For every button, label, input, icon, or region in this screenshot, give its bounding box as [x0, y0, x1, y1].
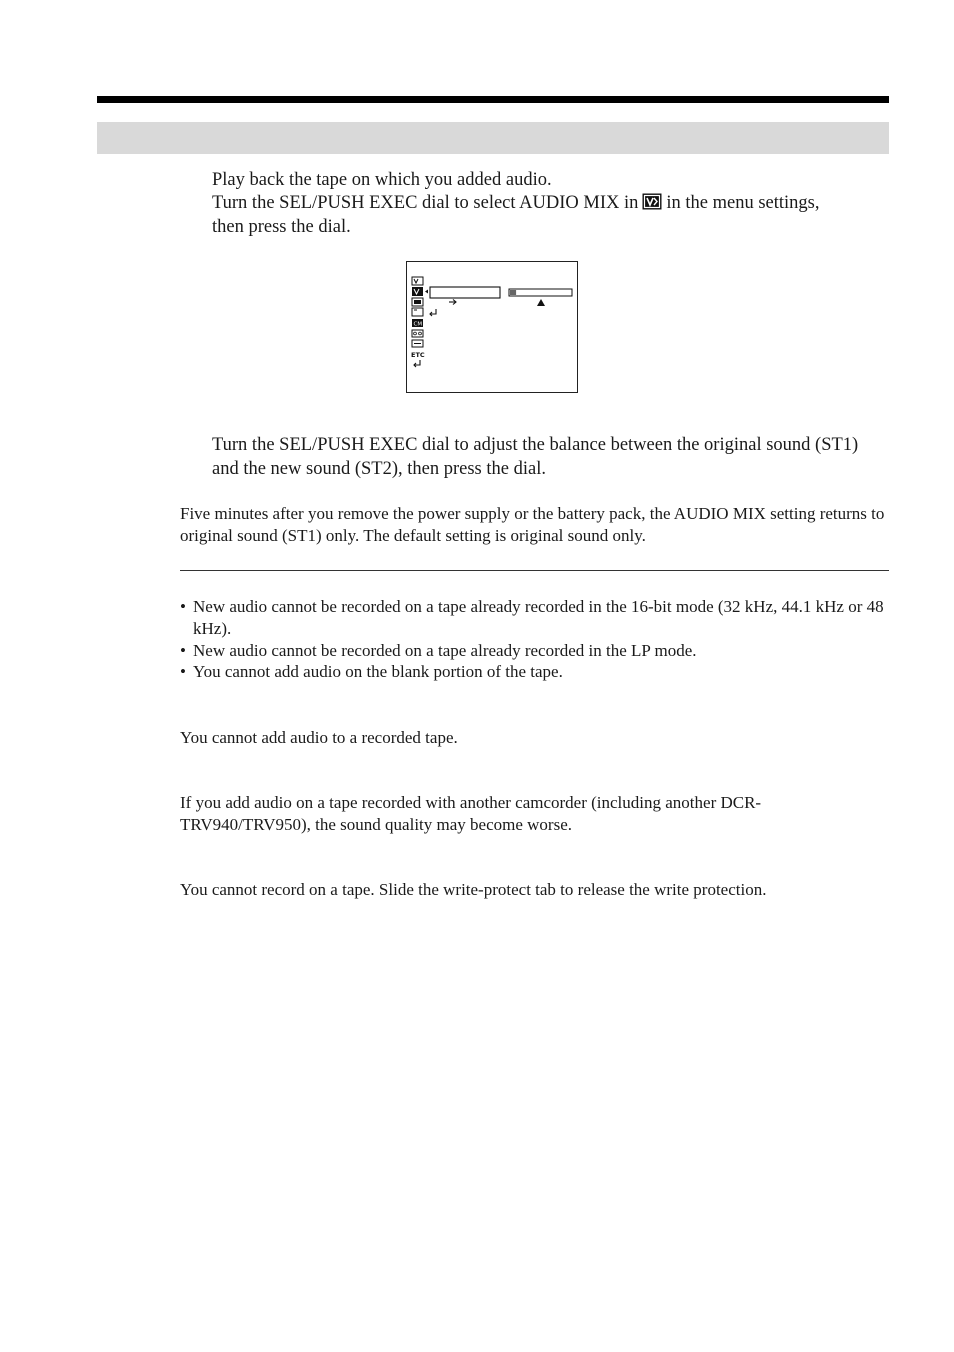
vcr-set-icon — [412, 287, 428, 296]
note-paragraph — [180, 503, 889, 546]
top-rule — [97, 96, 889, 103]
step-2-text-before: Turn the SEL/PUSH EXEC dial to select AUDIO MIX in — [212, 193, 639, 213]
note-text: Five minutes after you remove the power supply or the battery pack, the AUDIO MIX setting returns to original sound (ST1) only. The default setting is original sound only. — [180, 504, 885, 545]
paragraph-write-protect — [180, 879, 889, 901]
setup-menu-icon — [412, 340, 423, 347]
svg-text:CM: CM — [413, 321, 423, 328]
list-item-text: New audio cannot be recorded on a tape already recorded in the LP mode. — [193, 640, 697, 660]
tape-set-icon — [412, 330, 423, 337]
balance-bar-fill — [510, 290, 516, 295]
list-item: • New audio cannot be recorded on a tape already recorded in the LP mode. — [180, 640, 697, 660]
step-2-text — [212, 192, 852, 239]
submenu-return-icon — [430, 309, 436, 316]
paragraph-recorded-tape — [180, 727, 889, 749]
cm-set-icon — [412, 319, 423, 328]
step-3-text: Turn the SEL/PUSH EXEC dial to adjust the balance between the original sound (ST1) and the new sound (ST2), then press the dial. — [212, 435, 859, 479]
right-arrow-icon — [449, 300, 456, 305]
balance-bar — [509, 289, 572, 296]
paragraph-other-camcorder — [180, 792, 880, 835]
paragraph-text: You cannot record on a tape. Slide the write-protect tab to release the write protection. — [180, 880, 767, 899]
camera-set-icon — [412, 277, 423, 285]
step-1-text: Play back the tape on which you added audio. — [212, 170, 552, 190]
return-icon — [414, 360, 420, 367]
vcr-set-menu-icon — [642, 193, 662, 210]
lcd-vf-set-icon — [412, 298, 423, 306]
list-item-text: New audio cannot be recorded on a tape already recorded in the 16-bit mode (32 kHz, 44.1 kHz or 48 kHz). — [193, 597, 884, 638]
step-3 — [212, 434, 862, 481]
paragraph-text: If you add audio on a tape recorded with another camcorder (including another DCR-TRV940/TRV950), the sound quality may become worse. — [180, 793, 762, 834]
memory-set-icon — [412, 308, 423, 316]
etc-label: ETC — [411, 351, 425, 359]
list-item: • You cannot add audio on the blank portion of the tape. — [180, 662, 563, 682]
audio-mix-highlight — [430, 287, 500, 298]
balance-marker-icon — [537, 299, 545, 306]
section-header-band — [97, 122, 889, 154]
step-2 — [212, 192, 852, 239]
section-divider — [180, 570, 889, 571]
menu-screen-illustration — [406, 261, 578, 393]
notes-list — [180, 596, 890, 683]
paragraph-text: You cannot add audio to a recorded tape. — [180, 728, 458, 747]
step-1 — [212, 169, 552, 193]
step-2-text-after: in the menu settings, then press the dial. — [212, 193, 820, 237]
list-item: • New audio cannot be recorded on a tape already recorded in the 16-bit mode (32 kHz, 44.1 kHz or 48 kHz). — [180, 597, 884, 638]
list-item-text: You cannot add audio on the blank portion of the tape. — [193, 662, 563, 682]
